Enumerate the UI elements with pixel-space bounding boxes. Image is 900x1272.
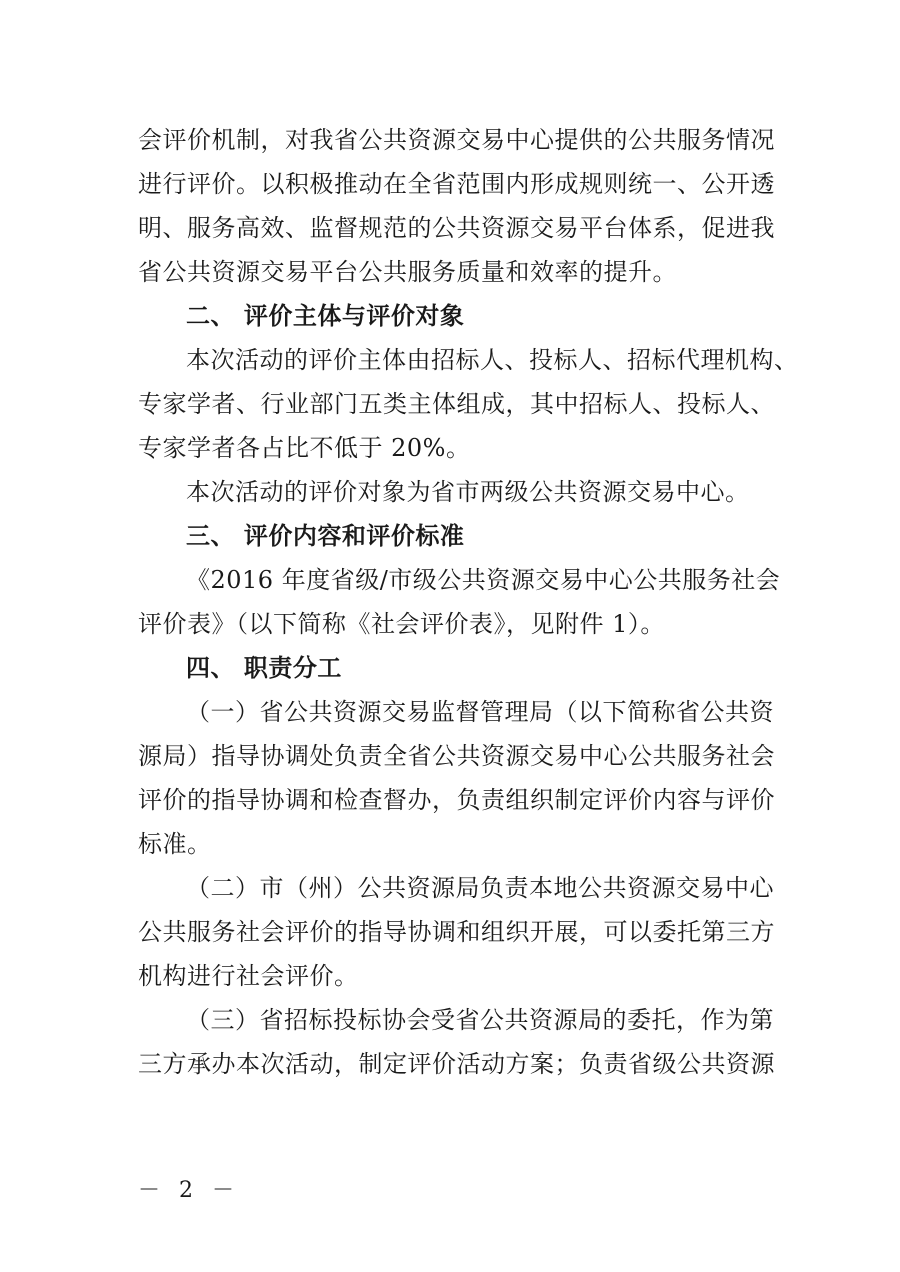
body-line: 三方承办本次活动，制定评价活动方案；负责省级公共资源 (138, 1050, 775, 1078)
body-line: 源局）指导协调处负责全省公共资源交易中心公共服务社会 (138, 742, 775, 770)
body-line: 评价的指导协调和检查督办，负责组织制定评价内容与评价 (138, 786, 775, 814)
section-heading: 四、 职责分工 (186, 654, 342, 682)
body-line: 专家学者各占比不低于 20%。 (138, 434, 471, 462)
body-line: （二）市（州）公共资源局负责本地公共资源交易中心 (186, 874, 774, 902)
body-line: 进行评价。以积极推动在全省范围内形成规则统一、公开透 (138, 170, 775, 198)
body-line: 标准。 (138, 830, 212, 858)
body-line: 评价表》（以下简称《社会评价表》，见附件 1）。 (138, 610, 665, 638)
body-line: （三）省招标投标协会受省公共资源局的委托，作为第 (186, 1006, 774, 1034)
body-line: 会评价机制，对我省公共资源交易中心提供的公共服务情况 (138, 126, 775, 154)
body-line: 本次活动的评价对象为省市两级公共资源交易中心。 (186, 478, 750, 506)
body-line: 专家学者、行业部门五类主体组成，其中招标人、投标人、 (138, 390, 775, 418)
section-heading: 二、 评价主体与评价对象 (186, 302, 465, 330)
body-line: 公共服务社会评价的指导协调和组织开展，可以委托第三方 (138, 918, 775, 946)
document-body (138, 118, 799, 1086)
body-line: 本次活动的评价主体由招标人、投标人、招标代理机构、 (186, 346, 799, 374)
body-line: 机构进行社会评价。 (138, 962, 359, 990)
body-line: 省公共资源交易平台公共服务质量和效率的提升。 (138, 258, 677, 286)
section-heading: 三、 评价内容和评价标准 (186, 522, 465, 550)
body-line: （一）省公共资源交易监督管理局（以下简称省公共资 (186, 698, 774, 726)
body-line: 《2016 年度省级/市级公共资源交易中心公共服务社会 (186, 566, 781, 594)
page-number: － 2 － (138, 1178, 240, 1203)
body-line: 明、服务高效、监督规范的公共资源交易平台体系，促进我 (138, 214, 775, 242)
